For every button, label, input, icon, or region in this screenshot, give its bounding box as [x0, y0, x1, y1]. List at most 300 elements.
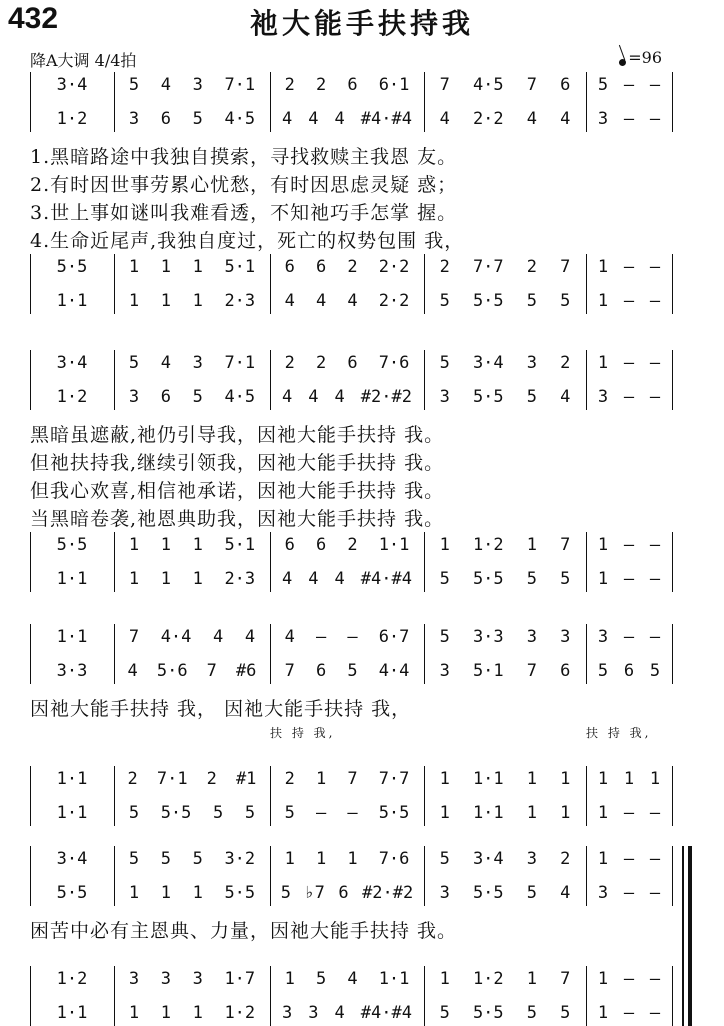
measure — [428, 288, 582, 314]
lyric-line: 黑暗虽遮蔽,祂仍引导我，因祂大能手扶持 我。 — [30, 424, 445, 446]
note: – — [623, 75, 635, 95]
note: 2·2 — [472, 109, 504, 129]
note: 2 — [284, 75, 295, 95]
note: 6 — [347, 75, 358, 95]
note: 3 — [282, 1003, 293, 1023]
measure — [590, 658, 668, 684]
note: 6 — [315, 661, 327, 681]
note: 3·2 — [224, 849, 256, 869]
note: 1 — [597, 291, 609, 311]
note: 6 — [284, 257, 295, 277]
note: 3·3 — [472, 627, 504, 647]
note: 3·4 — [472, 353, 504, 373]
note: 3 — [128, 969, 140, 989]
note: 5 — [280, 883, 291, 903]
note: 7 — [128, 627, 140, 647]
note: #4·#4 — [360, 569, 412, 589]
measure — [118, 800, 266, 826]
note: 5 — [284, 803, 295, 823]
note: 1 — [128, 883, 140, 903]
note: 5·5 — [56, 535, 88, 555]
note: 3 — [526, 353, 538, 373]
measure — [274, 106, 420, 132]
note: 2·3 — [224, 291, 256, 311]
note: 1·2 — [472, 535, 504, 555]
note: 4 — [334, 387, 345, 407]
note: 1·2 — [224, 1003, 256, 1023]
note: – — [649, 849, 661, 869]
note: 5·5 — [56, 883, 88, 903]
note: – — [623, 627, 635, 647]
barline — [114, 966, 115, 1026]
barline — [672, 624, 673, 684]
measure — [34, 106, 110, 132]
note: 5 — [244, 803, 256, 823]
note: 1 — [192, 883, 203, 903]
note: 5 — [560, 569, 571, 589]
barline — [672, 532, 673, 592]
note: – — [649, 353, 661, 373]
measure — [590, 766, 668, 792]
note: 3 — [439, 387, 450, 407]
barline — [586, 72, 587, 132]
note: 5·5 — [472, 569, 504, 589]
note: 6 — [347, 353, 358, 373]
measure — [590, 106, 668, 132]
note: 1 — [439, 803, 450, 823]
note: 4 — [282, 109, 293, 129]
note: 1 — [128, 1003, 140, 1023]
note: 7·6 — [378, 849, 410, 869]
note: 4 — [282, 569, 293, 589]
tempo-value: =96 — [628, 48, 662, 67]
note: 2·3 — [224, 569, 256, 589]
measure — [274, 566, 420, 592]
note: 7·1 — [224, 75, 256, 95]
note: 1·1 — [472, 769, 504, 789]
note: 7 — [526, 661, 538, 681]
note: 1 — [439, 969, 450, 989]
barline — [424, 624, 425, 684]
note: 1 — [192, 1003, 203, 1023]
note: 2 — [315, 75, 327, 95]
note: 1·2 — [56, 109, 88, 129]
measure — [428, 106, 582, 132]
small-lyric: 扶 持 我, — [586, 726, 652, 740]
lyric-line: 但祂扶持我,继续引领我，因祂大能手扶持 我。 — [30, 452, 445, 474]
lyric-line: 因祂大能手扶持 我， 因祂大能手扶持 我， — [30, 698, 412, 720]
note: – — [623, 291, 635, 311]
note: 1 — [439, 769, 450, 789]
measure — [590, 1000, 668, 1026]
note: 3 — [597, 387, 609, 407]
measure — [118, 106, 266, 132]
note: – — [649, 627, 661, 647]
barline — [30, 846, 31, 906]
note: 7·7 — [378, 769, 410, 789]
note: 1 — [597, 569, 609, 589]
note: – — [623, 803, 635, 823]
note: 1 — [439, 535, 450, 555]
measure — [428, 72, 582, 98]
note: 3 — [192, 353, 203, 373]
note: 3·4 — [472, 849, 504, 869]
note: 1 — [192, 535, 203, 555]
measure — [34, 966, 110, 992]
measure — [274, 846, 420, 872]
note: 1 — [597, 257, 609, 277]
barline — [30, 350, 31, 410]
measure — [274, 624, 420, 650]
note: 5·5 — [224, 883, 256, 903]
note: 1 — [597, 803, 609, 823]
note: 2 — [526, 257, 538, 277]
measure — [428, 624, 582, 650]
measure — [118, 766, 266, 792]
note: 6 — [338, 883, 349, 903]
small-lyric: 扶 持 我, — [270, 726, 336, 740]
note: 6 — [560, 75, 571, 95]
note: – — [623, 883, 635, 903]
lyric-line: 2.有时因世事劳累心忧愁，有时因思虑灵疑 惑； — [30, 174, 458, 196]
barline — [270, 350, 271, 410]
barline — [424, 350, 425, 410]
note: 7 — [560, 257, 571, 277]
note: 5·1 — [224, 535, 256, 555]
measure — [428, 532, 582, 558]
note: – — [649, 1003, 661, 1023]
barline — [30, 766, 31, 826]
note: 1·1 — [56, 291, 88, 311]
note: 5 — [192, 849, 203, 869]
note: 2 — [347, 535, 358, 555]
note: 1 — [160, 1003, 171, 1023]
note: #1 — [235, 769, 257, 789]
note: – — [623, 387, 635, 407]
barline — [30, 624, 31, 684]
note: 1 — [192, 569, 203, 589]
note: 1·1 — [56, 569, 88, 589]
note: 5 — [439, 569, 450, 589]
barline — [586, 254, 587, 314]
note: 5 — [128, 75, 140, 95]
barline — [672, 72, 673, 132]
measure — [428, 384, 582, 410]
barline — [270, 72, 271, 132]
note: 2·2 — [378, 257, 410, 277]
barline — [30, 532, 31, 592]
measure — [118, 624, 266, 650]
note: – — [623, 257, 635, 277]
note: 4·5 — [472, 75, 504, 95]
note: 1 — [284, 849, 295, 869]
barline — [424, 966, 425, 1026]
note: 1·1 — [56, 769, 88, 789]
lyric-line: 1.黑暗路途中我独自摸索，寻找救赎主我恩 友。 — [30, 146, 458, 168]
note: 5 — [526, 569, 538, 589]
barline — [270, 766, 271, 826]
note: 1 — [597, 1003, 609, 1023]
note: 3 — [597, 627, 609, 647]
barline — [270, 532, 271, 592]
note: 1 — [128, 569, 140, 589]
note: – — [623, 109, 635, 129]
note: 1·1 — [472, 803, 504, 823]
hymn-number: 432 — [8, 2, 59, 35]
note: #4·#4 — [360, 1003, 412, 1023]
measure — [428, 658, 582, 684]
measure — [428, 880, 582, 906]
note: 4 — [308, 569, 319, 589]
barline — [30, 966, 31, 1026]
note: 5·6 — [156, 661, 188, 681]
note: 3 — [526, 627, 538, 647]
barline — [586, 532, 587, 592]
note: 4 — [439, 109, 450, 129]
measure — [118, 658, 266, 684]
note: 1 — [160, 291, 171, 311]
measure — [590, 254, 668, 280]
measure — [274, 966, 420, 992]
barline — [30, 72, 31, 132]
note: – — [347, 803, 358, 823]
note: 4 — [282, 387, 293, 407]
note: 5 — [526, 291, 538, 311]
barline — [586, 624, 587, 684]
measure — [118, 254, 266, 280]
note: 3 — [526, 849, 538, 869]
note: 5 — [649, 661, 661, 681]
barline — [424, 766, 425, 826]
note: 4 — [334, 569, 345, 589]
measure — [274, 1000, 420, 1026]
final-barline-thin — [682, 846, 684, 1026]
note: 4 — [315, 291, 327, 311]
note: – — [649, 883, 661, 903]
note: – — [623, 353, 635, 373]
note: 1 — [526, 803, 538, 823]
note: 5 — [560, 291, 571, 311]
measure — [590, 72, 668, 98]
note: 1 — [192, 257, 203, 277]
measure — [590, 288, 668, 314]
note: 3·3 — [56, 661, 88, 681]
note: 5 — [439, 849, 450, 869]
measure — [274, 800, 420, 826]
note: 4·5 — [224, 387, 256, 407]
note: 5 — [597, 661, 609, 681]
note: 4 — [213, 627, 224, 647]
measure — [34, 766, 110, 792]
measure — [118, 532, 266, 558]
note: #2·#2 — [362, 883, 414, 903]
note: – — [649, 535, 661, 555]
note: 1 — [315, 849, 327, 869]
note: – — [623, 535, 635, 555]
note: 4 — [560, 883, 571, 903]
note: 7 — [439, 75, 450, 95]
note: – — [649, 291, 661, 311]
note: 1 — [597, 769, 609, 789]
measure — [118, 880, 266, 906]
measure — [590, 624, 668, 650]
measure — [118, 566, 266, 592]
barline — [114, 72, 115, 132]
measure — [34, 624, 110, 650]
note: – — [623, 1003, 635, 1023]
note: 5·1 — [224, 257, 256, 277]
tempo-marking — [619, 48, 662, 67]
note: 1 — [128, 291, 140, 311]
barline — [114, 254, 115, 314]
note: 1 — [560, 769, 571, 789]
note: 1 — [597, 353, 609, 373]
lyric-line: 4.生命近尾声,我独自度过，死亡的权势包围 我， — [30, 230, 465, 252]
note: 1 — [649, 769, 661, 789]
note: 5·5 — [378, 803, 410, 823]
lyric-line: 但我心欢喜,相信祂承诺，因祂大能手扶持 我。 — [30, 480, 445, 502]
note: 7 — [560, 535, 571, 555]
barline — [30, 254, 31, 314]
note: 1·2 — [472, 969, 504, 989]
note: – — [649, 387, 661, 407]
note: 5·5 — [56, 257, 88, 277]
note: 5 — [128, 849, 140, 869]
measure — [428, 766, 582, 792]
note: 1 — [526, 769, 538, 789]
note: 5·5 — [160, 803, 192, 823]
note: 5 — [526, 1003, 538, 1023]
note: 3 — [597, 109, 609, 129]
barline — [672, 766, 673, 826]
note: 2 — [315, 353, 327, 373]
note: 7·6 — [378, 353, 410, 373]
note: 1 — [315, 769, 327, 789]
note: 6·1 — [378, 75, 410, 95]
measure — [34, 384, 110, 410]
note: 5·5 — [472, 387, 504, 407]
note: 5 — [160, 849, 171, 869]
barline — [424, 72, 425, 132]
measure — [34, 880, 110, 906]
note: 1 — [526, 969, 538, 989]
measure — [274, 288, 420, 314]
note: 5 — [597, 75, 609, 95]
note: 3 — [128, 109, 140, 129]
note: 2 — [127, 769, 138, 789]
note: 1 — [284, 969, 295, 989]
note: 4 — [347, 969, 358, 989]
note: 6 — [315, 535, 327, 555]
note: 6 — [623, 661, 635, 681]
note: 5 — [347, 661, 358, 681]
barline — [270, 966, 271, 1026]
note: 5 — [192, 387, 203, 407]
note: 7·1 — [224, 353, 256, 373]
measure — [428, 966, 582, 992]
measure — [274, 72, 420, 98]
note: 4·4 — [160, 627, 192, 647]
note: 7 — [347, 769, 358, 789]
note: #2·#2 — [360, 387, 412, 407]
note: 7 — [284, 661, 295, 681]
barline — [672, 350, 673, 410]
note: – — [315, 627, 327, 647]
note: 5 — [192, 109, 203, 129]
note: 1 — [160, 883, 171, 903]
note: 3 — [160, 969, 171, 989]
barline — [672, 966, 673, 1026]
note: 1 — [160, 569, 171, 589]
measure — [118, 350, 266, 376]
note: – — [649, 75, 661, 95]
barline — [424, 254, 425, 314]
measure — [590, 566, 668, 592]
note: 4 — [160, 75, 171, 95]
note: 5·1 — [472, 661, 504, 681]
note: #4·#4 — [360, 109, 412, 129]
note: – — [649, 569, 661, 589]
note: 1·2 — [56, 387, 88, 407]
barline — [270, 846, 271, 906]
note: 3 — [439, 883, 450, 903]
barline — [114, 350, 115, 410]
note: 5 — [128, 353, 140, 373]
measure — [118, 966, 266, 992]
note: 4 — [334, 1003, 345, 1023]
barline — [270, 254, 271, 314]
note: 1·1 — [56, 803, 88, 823]
note: 3 — [308, 1003, 319, 1023]
note: – — [649, 109, 661, 129]
measure — [428, 1000, 582, 1026]
note: 1 — [597, 969, 609, 989]
lyric-line: 3.世上事如谜叫我难看透，不知祂巧手怎掌 握。 — [30, 202, 458, 224]
note: 6 — [315, 257, 327, 277]
barline — [672, 254, 673, 314]
measure — [590, 846, 668, 872]
note: 2·2 — [378, 291, 410, 311]
note: 5 — [315, 969, 327, 989]
note: 7·7 — [472, 257, 504, 277]
measure — [34, 1000, 110, 1026]
note: 4 — [334, 109, 345, 129]
note: 4 — [308, 109, 319, 129]
measure — [118, 72, 266, 98]
measure — [274, 658, 420, 684]
note: 5 — [560, 1003, 571, 1023]
note: – — [649, 969, 661, 989]
note: 1·2 — [56, 969, 88, 989]
note: 1 — [526, 535, 538, 555]
note: 5 — [439, 291, 450, 311]
note: 3·4 — [56, 849, 88, 869]
quarter-note-icon — [618, 58, 627, 67]
note: 7 — [526, 75, 538, 95]
measure — [590, 532, 668, 558]
measure — [428, 800, 582, 826]
note: 6 — [560, 661, 571, 681]
note: 3 — [192, 75, 203, 95]
note: – — [649, 803, 661, 823]
measure — [428, 350, 582, 376]
note: 1 — [623, 769, 635, 789]
note: 3 — [192, 969, 203, 989]
final-barline-thick — [688, 846, 692, 1026]
note: 1 — [160, 257, 171, 277]
lyric-line: 困苦中必有主恩典、力量，因祂大能手扶持 我。 — [30, 920, 458, 942]
note: 1·1 — [56, 627, 88, 647]
